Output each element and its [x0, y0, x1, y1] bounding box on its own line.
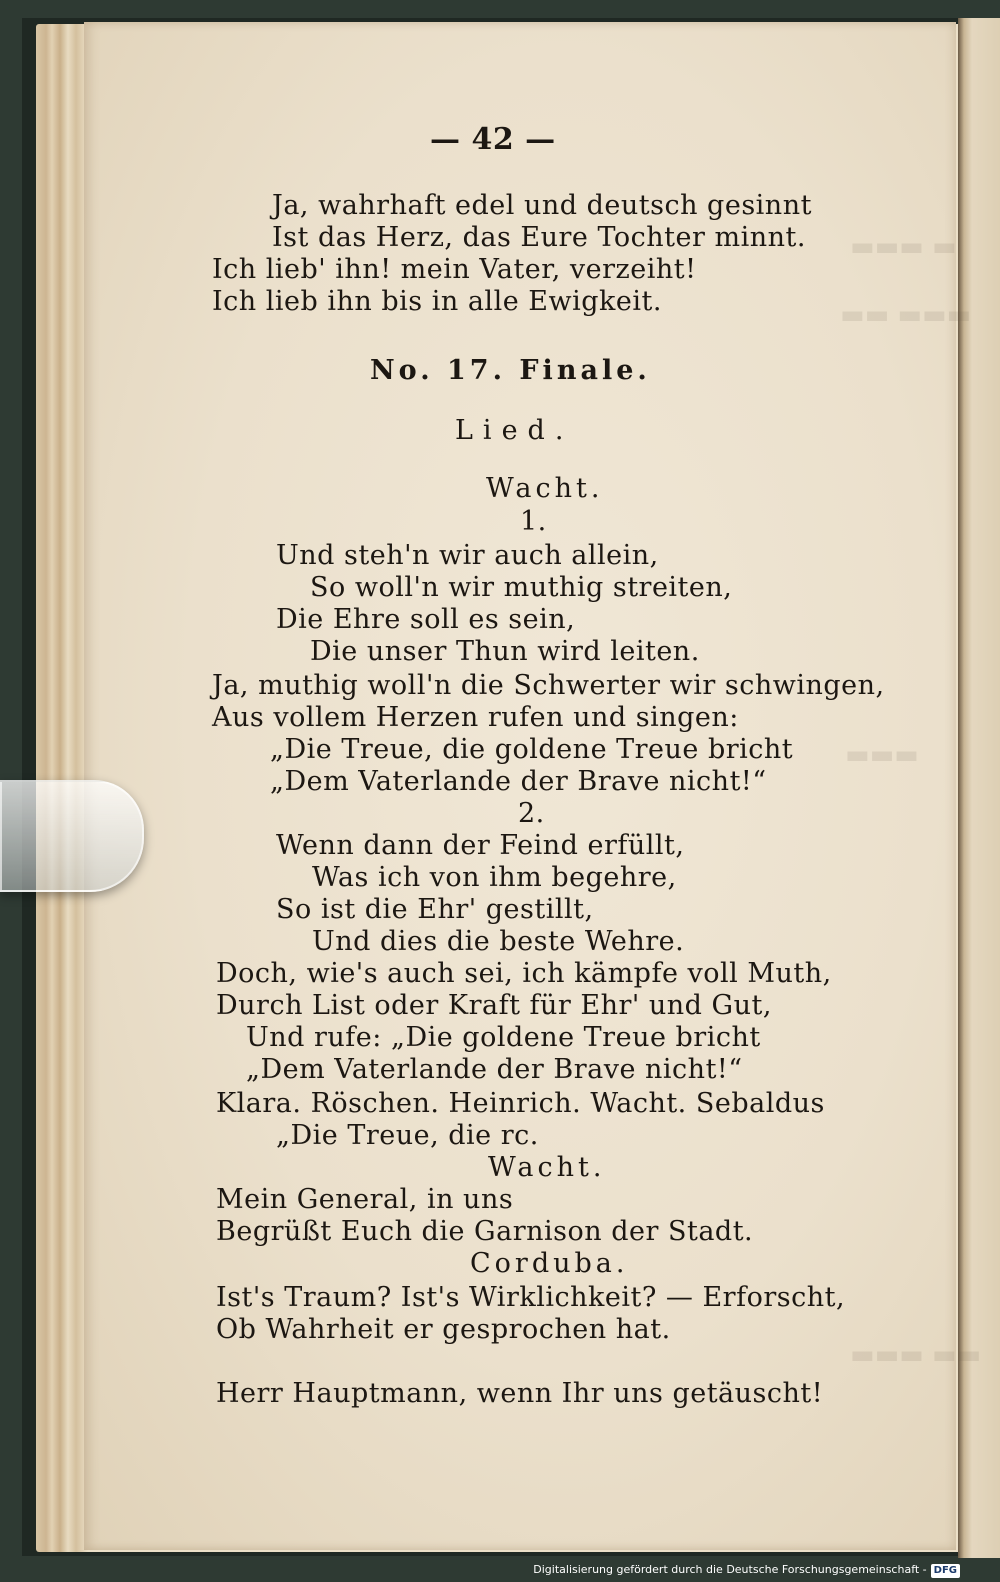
bleed-through-mark: ▬▬▬ [845, 740, 919, 770]
text-line: Und rufe: „Die goldene Treue bricht [246, 1022, 761, 1053]
text-line: „Dem Vaterlande der Brave nicht!“ [246, 1054, 743, 1085]
bleed-through-mark: ▬▬▬ ▬ [850, 232, 957, 262]
page-number: — 42 — [430, 122, 556, 157]
text-line: Doch, wie's auch sei, ich kämpfe voll Muth, [216, 958, 832, 989]
digitization-credit [533, 1560, 960, 1580]
speaker-label: Klara. Röschen. Heinrich. Wacht. Sebaldus [216, 1088, 825, 1119]
speaker-label: Corduba. [470, 1248, 629, 1279]
text-line: Die Ehre soll es sein, [276, 604, 576, 635]
speaker-label: Wacht. [486, 473, 604, 504]
text-line: Aus vollem Herzen rufen und singen: [212, 702, 739, 733]
text-line: Mein General, in uns [216, 1184, 514, 1215]
speaker-label: Wacht. [488, 1152, 606, 1183]
bleed-through-mark: ▬▬ ▬▬▬ [840, 300, 972, 330]
subheading: Lied. [455, 415, 574, 446]
text-line: Begrüßt Euch die Garnison der Stadt. [216, 1216, 754, 1247]
text-line: So ist die Ehr' gestillt, [276, 894, 594, 925]
text-line: Was ich von ihm begehre, [312, 862, 677, 893]
text-line: Durch List oder Kraft für Ehr' und Gut, [216, 990, 772, 1021]
text-line: Ja, wahrhaft edel und deutsch gesinnt [272, 190, 812, 221]
text-line: Die unser Thun wird leiten. [310, 636, 700, 667]
text-line: Ob Wahrheit er gesprochen hat. [216, 1314, 671, 1345]
text-line: Ist das Herz, das Eure Tochter minnt. [272, 222, 806, 253]
text-line: Ich lieb ihn bis in alle Ewigkeit. [212, 286, 662, 317]
text-line: Ja, muthig woll'n die Schwerter wir schwingen, [212, 670, 885, 701]
text-line: Herr Hauptmann, wenn Ihr uns getäuscht! [216, 1378, 824, 1409]
facing-page-edge [958, 18, 1000, 1558]
text-line: „Die Treue, die goldene Treue bricht [270, 734, 794, 765]
text-line: „Dem Vaterlande der Brave nicht!“ [270, 766, 767, 797]
text-line: Und steh'n wir auch allein, [276, 540, 659, 571]
text-line: Und dies die beste Wehre. [312, 926, 685, 957]
bleed-through-mark: ▬▬▬ ▬▬ [850, 1340, 982, 1370]
verse-number: 1. [520, 506, 547, 537]
text-line: „Die Treue, die rc. [276, 1120, 539, 1151]
text-line: Wenn dann der Feind erfüllt, [276, 830, 685, 861]
text-line: Ist's Traum? Ist's Wirklichkeit? — Erforscht, [216, 1282, 846, 1313]
section-heading: No. 17. Finale. [370, 355, 651, 386]
credit-text: Digitalisierung gefördert durch die Deutsche Forschungsgemeinschaft - [533, 1563, 927, 1576]
dfg-logo: DFG [931, 1564, 960, 1578]
text-line: Ich lieb' ihn! mein Vater, verzeiht! [212, 254, 697, 285]
verse-number: 2. [518, 798, 545, 829]
page-clip [0, 780, 144, 892]
text-line: So woll'n wir muthig streiten, [310, 572, 733, 603]
